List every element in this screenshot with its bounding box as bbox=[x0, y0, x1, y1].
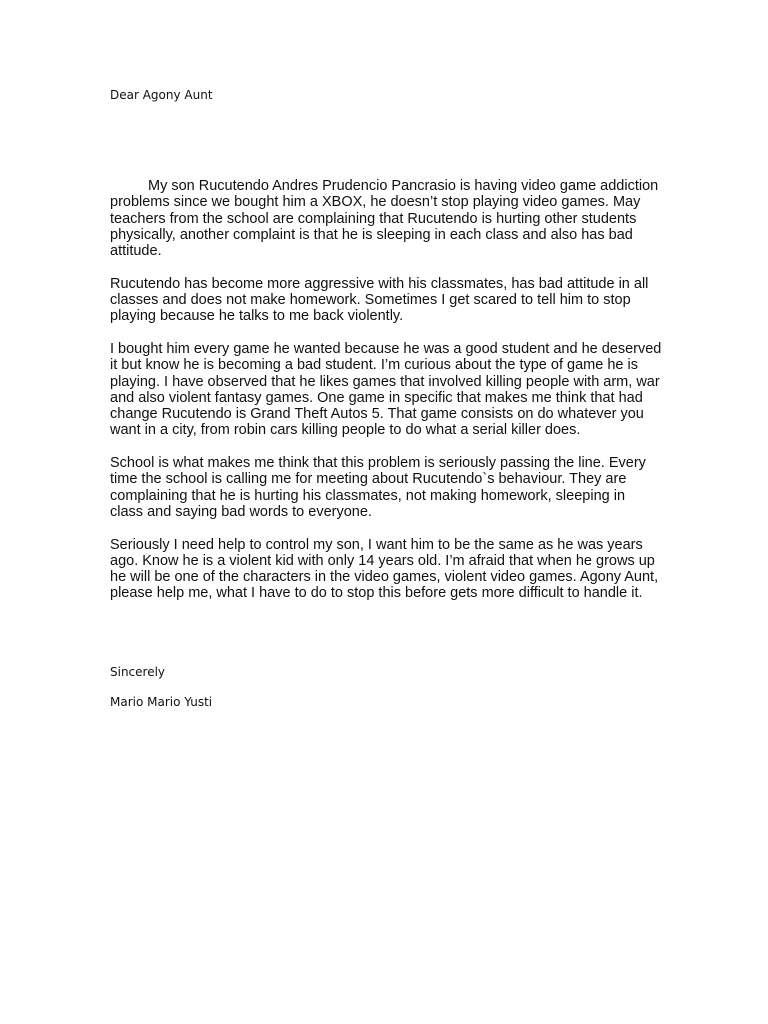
letter-closing: Sincerely bbox=[110, 665, 166, 679]
letter-paragraph-5: Seriously I need help to control my son, I want him to be the same as he was years ago. Know he is a violent kid with only 14 years old. I’m afraid that when he grows up he will be one of the characters in the video games, violent video games. Agony Aunt, please help me, what I have to do to stop this before gets more difficult to handle it. bbox=[110, 536, 659, 602]
letter-paragraph-3: I bought him every game he wanted because he was a good student and he deserved it but know he is becoming a bad student. I’m curious about the type of game he is playing. I have observed that he likes games that involved killing people with arm, war and also violent fantasy games. One game in specific that makes me think that had change Rucutendo is Grand Theft Autos 5. That game consists on do whatever you want in a city, from robin cars killing people to do what a serial killer does. bbox=[110, 340, 662, 439]
letter-paragraph-4: School is what makes me think that this problem is seriously passing the line. Every time the school is calling me for meeting about Rucutendo`s behaviour. They are complaining that he is hurting his classmates, not making homework, sleeping in class and saying bad words to everyone. bbox=[110, 455, 646, 520]
letter-salutation: Dear Agony Aunt bbox=[110, 88, 213, 102]
letter-body bbox=[110, 178, 662, 618]
letter-paragraph-2: Rucutendo has become more aggressive with his classmates, has bad attitude in all classes and does not make homework. Sometimes I get scared to tell him to stop playing because he talks to me back violently. bbox=[110, 275, 649, 325]
letter-paragraph-1: My son Rucutendo Andres Prudencio Pancrasio is having video game addiction problems since we bought him a XBOX, he doesn’t stop playing video games. May teachers from the school are complaining that Rucutendo is hurting other students physically, another complaint is that he is sleeping in each class and also has bad attitude. bbox=[110, 178, 659, 260]
letter-signature: Mario Mario Yusti bbox=[110, 695, 213, 709]
